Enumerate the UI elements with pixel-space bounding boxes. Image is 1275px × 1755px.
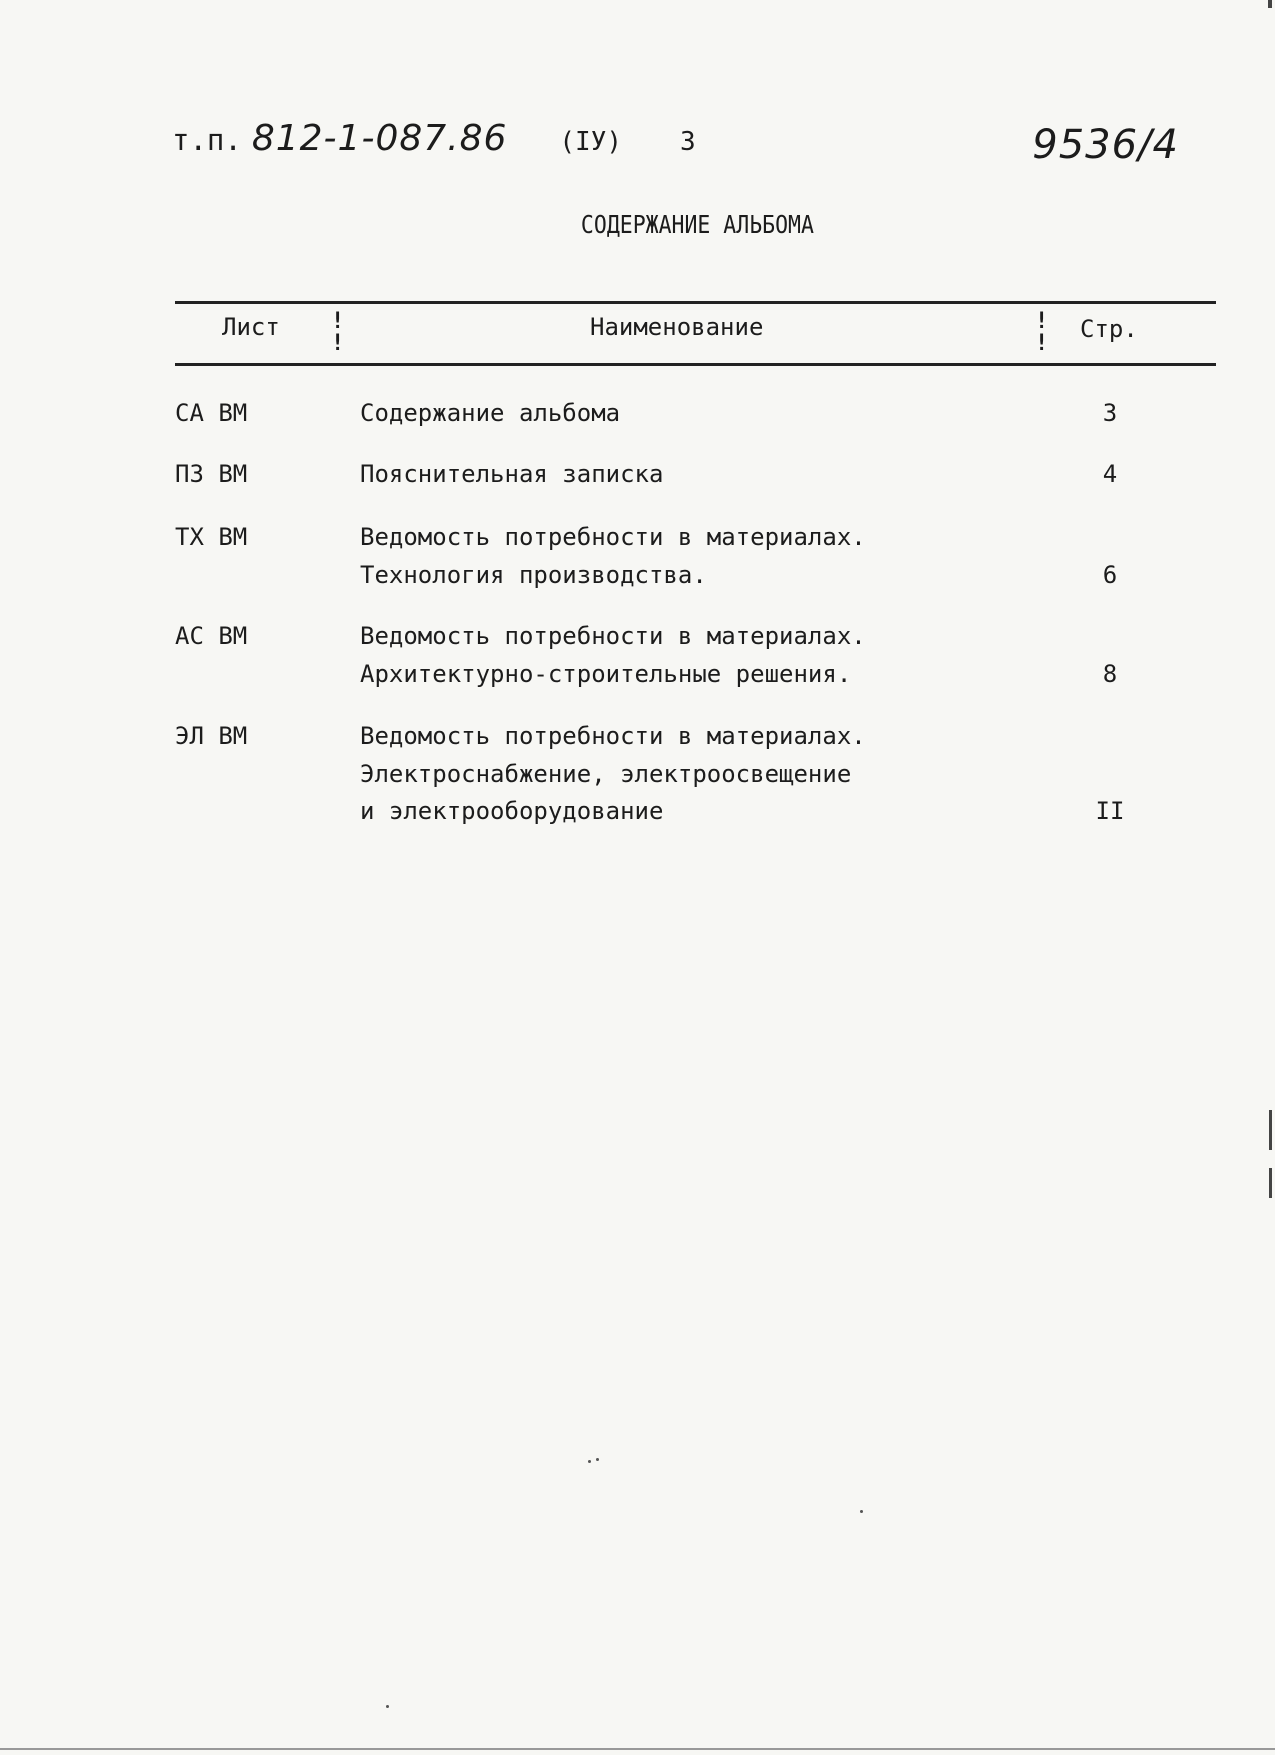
row-page-number: II [1095,797,1125,825]
page-title: СОДЕРЖАНИЕ АЛЬБОМА [580,210,814,239]
row-title-line: Ведомость потребности в материалах. [360,722,866,750]
scan-margin-mark [1268,0,1272,8]
project-prefix: т.п. [172,123,242,157]
row-title-line: Архитектурно-строительные решения. [360,660,852,688]
column-header-name: Наименование [590,313,764,341]
row-sheet-code: АС ВМ [175,622,248,650]
row-title-line: и электрооборудование [360,797,664,825]
row-title-line: Пояснительная записка [360,460,664,488]
project-number: 812-1-087.86 [251,118,508,159]
row-sheet-code: СА ВМ [175,399,248,427]
column-separator: ! ! [331,309,345,356]
scan-speck [588,1460,591,1463]
row-title-line: Содержание альбома [360,399,621,427]
row-title-line: Технология производства. [360,561,707,589]
row-title-line: Ведомость потребности в материалах. [360,523,866,551]
table-top-rule [175,301,1216,304]
scan-margin-mark [1269,1168,1272,1198]
table-header-rule [175,363,1216,366]
row-sheet-code: ТХ ВМ [175,523,248,551]
scan-speck [386,1705,389,1708]
row-page-number: 6 [1102,561,1118,589]
scan-bottom-edge [0,1748,1275,1750]
row-page-number: 8 [1102,660,1118,688]
scan-speck [860,1510,863,1513]
page-number: 3 [680,127,696,157]
sheet-reference: 9536/4 [1032,122,1179,168]
volume-number: (IУ) [559,127,623,157]
scan-margin-mark [1269,1110,1272,1150]
scan-speck [596,1458,599,1461]
row-title-line: Электроснабжение, электроосвещение [360,760,852,788]
row-page-number: 3 [1102,399,1118,427]
column-header-page: Стр. [1080,315,1138,343]
row-sheet-code: ПЗ ВМ [175,460,248,488]
row-page-number: 4 [1102,460,1118,488]
row-sheet-code: ЭЛ ВМ [175,722,248,750]
column-header-sheet: Лист [222,313,280,341]
column-separator: ! ! [1035,309,1049,356]
project-code [172,118,696,159]
row-title-line: Ведомость потребности в материалах. [360,622,866,650]
